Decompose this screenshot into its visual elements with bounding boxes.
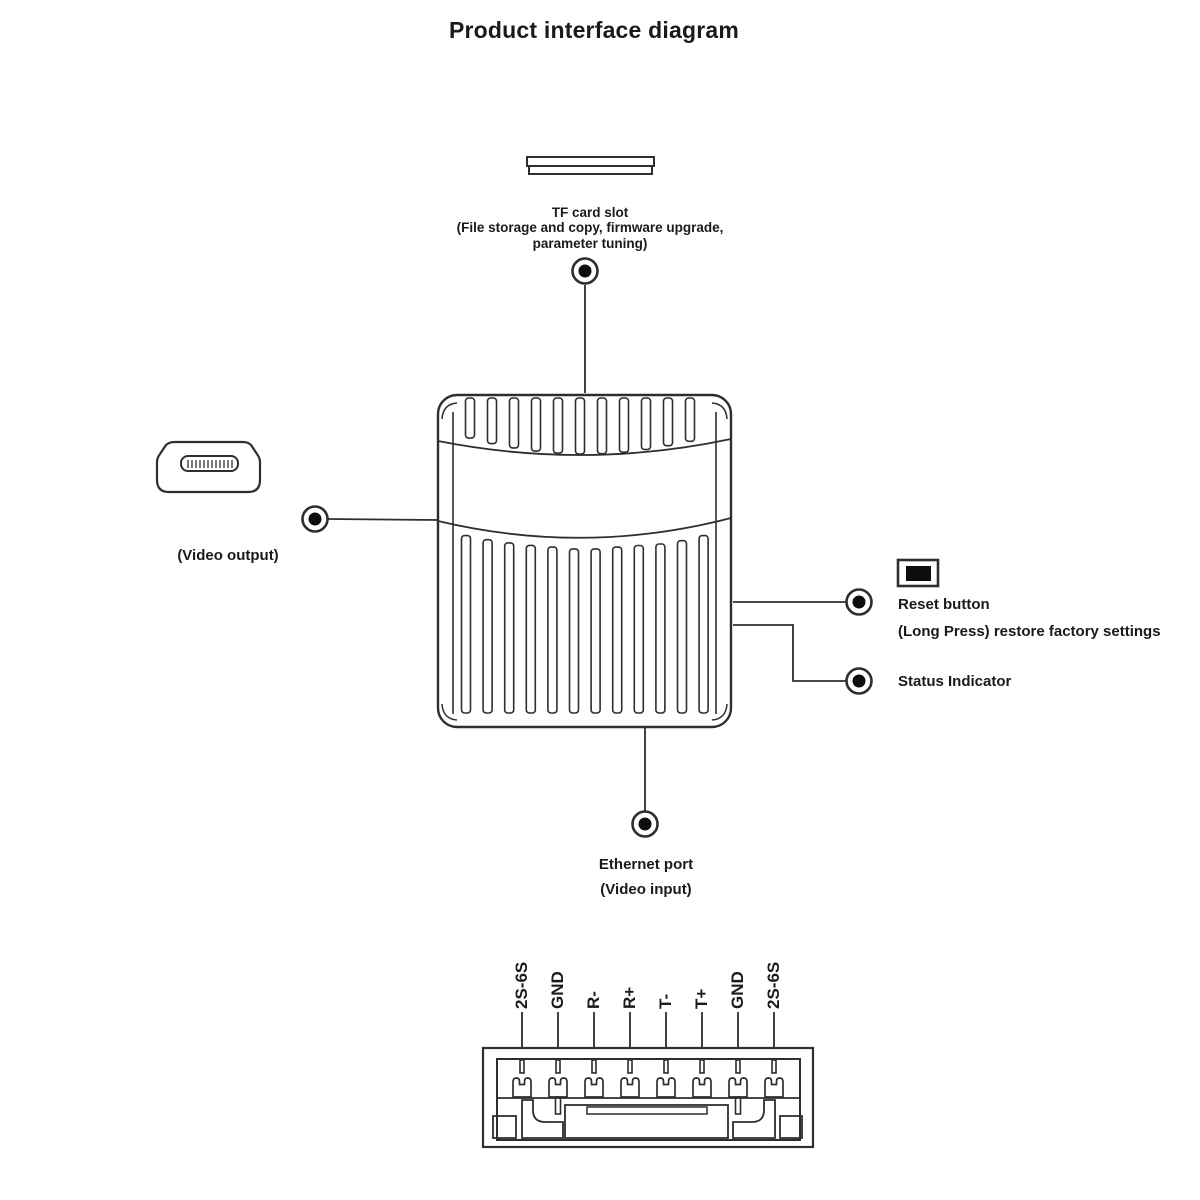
device-band-lower-curve: [438, 518, 731, 538]
pin-label-8: 2S-6S: [764, 961, 783, 1009]
reset-button-icon: [898, 560, 938, 586]
device-top-fins: [466, 398, 695, 454]
ethernet-leader-line: [633, 728, 658, 837]
tf-leader-line: [573, 259, 598, 394]
video-output-leader-line: [303, 507, 439, 532]
pin-label-4: R+: [620, 986, 639, 1009]
connector-pinout-icon: [483, 1012, 813, 1147]
pin-label-5: T-: [656, 993, 675, 1009]
pin-label-6: T+: [692, 988, 711, 1009]
tf-card-sublabel-2: parameter tuning): [532, 236, 648, 251]
device-bottom-fins: [462, 536, 709, 713]
reset-button-sublabel: (Long Press) restore factory settings: [898, 623, 1161, 640]
pin-label-3: R-: [584, 991, 603, 1009]
status-leader-line: [733, 625, 872, 694]
page-title: Product interface diagram: [448, 17, 740, 43]
status-indicator-label: Status Indicator: [898, 673, 1012, 690]
ethernet-port-sublabel: (Video input): [600, 881, 692, 898]
ethernet-port-label: Ethernet port: [598, 856, 694, 873]
tf-card-slot-icon: [527, 157, 654, 174]
device-heatsink-icon: [438, 395, 731, 727]
hdmi-port-icon: [157, 442, 260, 492]
tf-card-label: TF card slot: [551, 205, 629, 220]
video-output-label: (Video output): [177, 547, 279, 564]
pin-label-2: GND: [548, 971, 567, 1009]
reset-button-label: Reset button: [898, 596, 990, 613]
pin-label-7: GND: [728, 971, 747, 1009]
pin-lead-lines: [522, 1012, 774, 1047]
pin-label-1: 2S-6S: [512, 961, 531, 1009]
reset-leader-line: [733, 590, 872, 615]
tf-card-sublabel-1: (File storage and copy, firmware upgrade,: [456, 220, 724, 235]
